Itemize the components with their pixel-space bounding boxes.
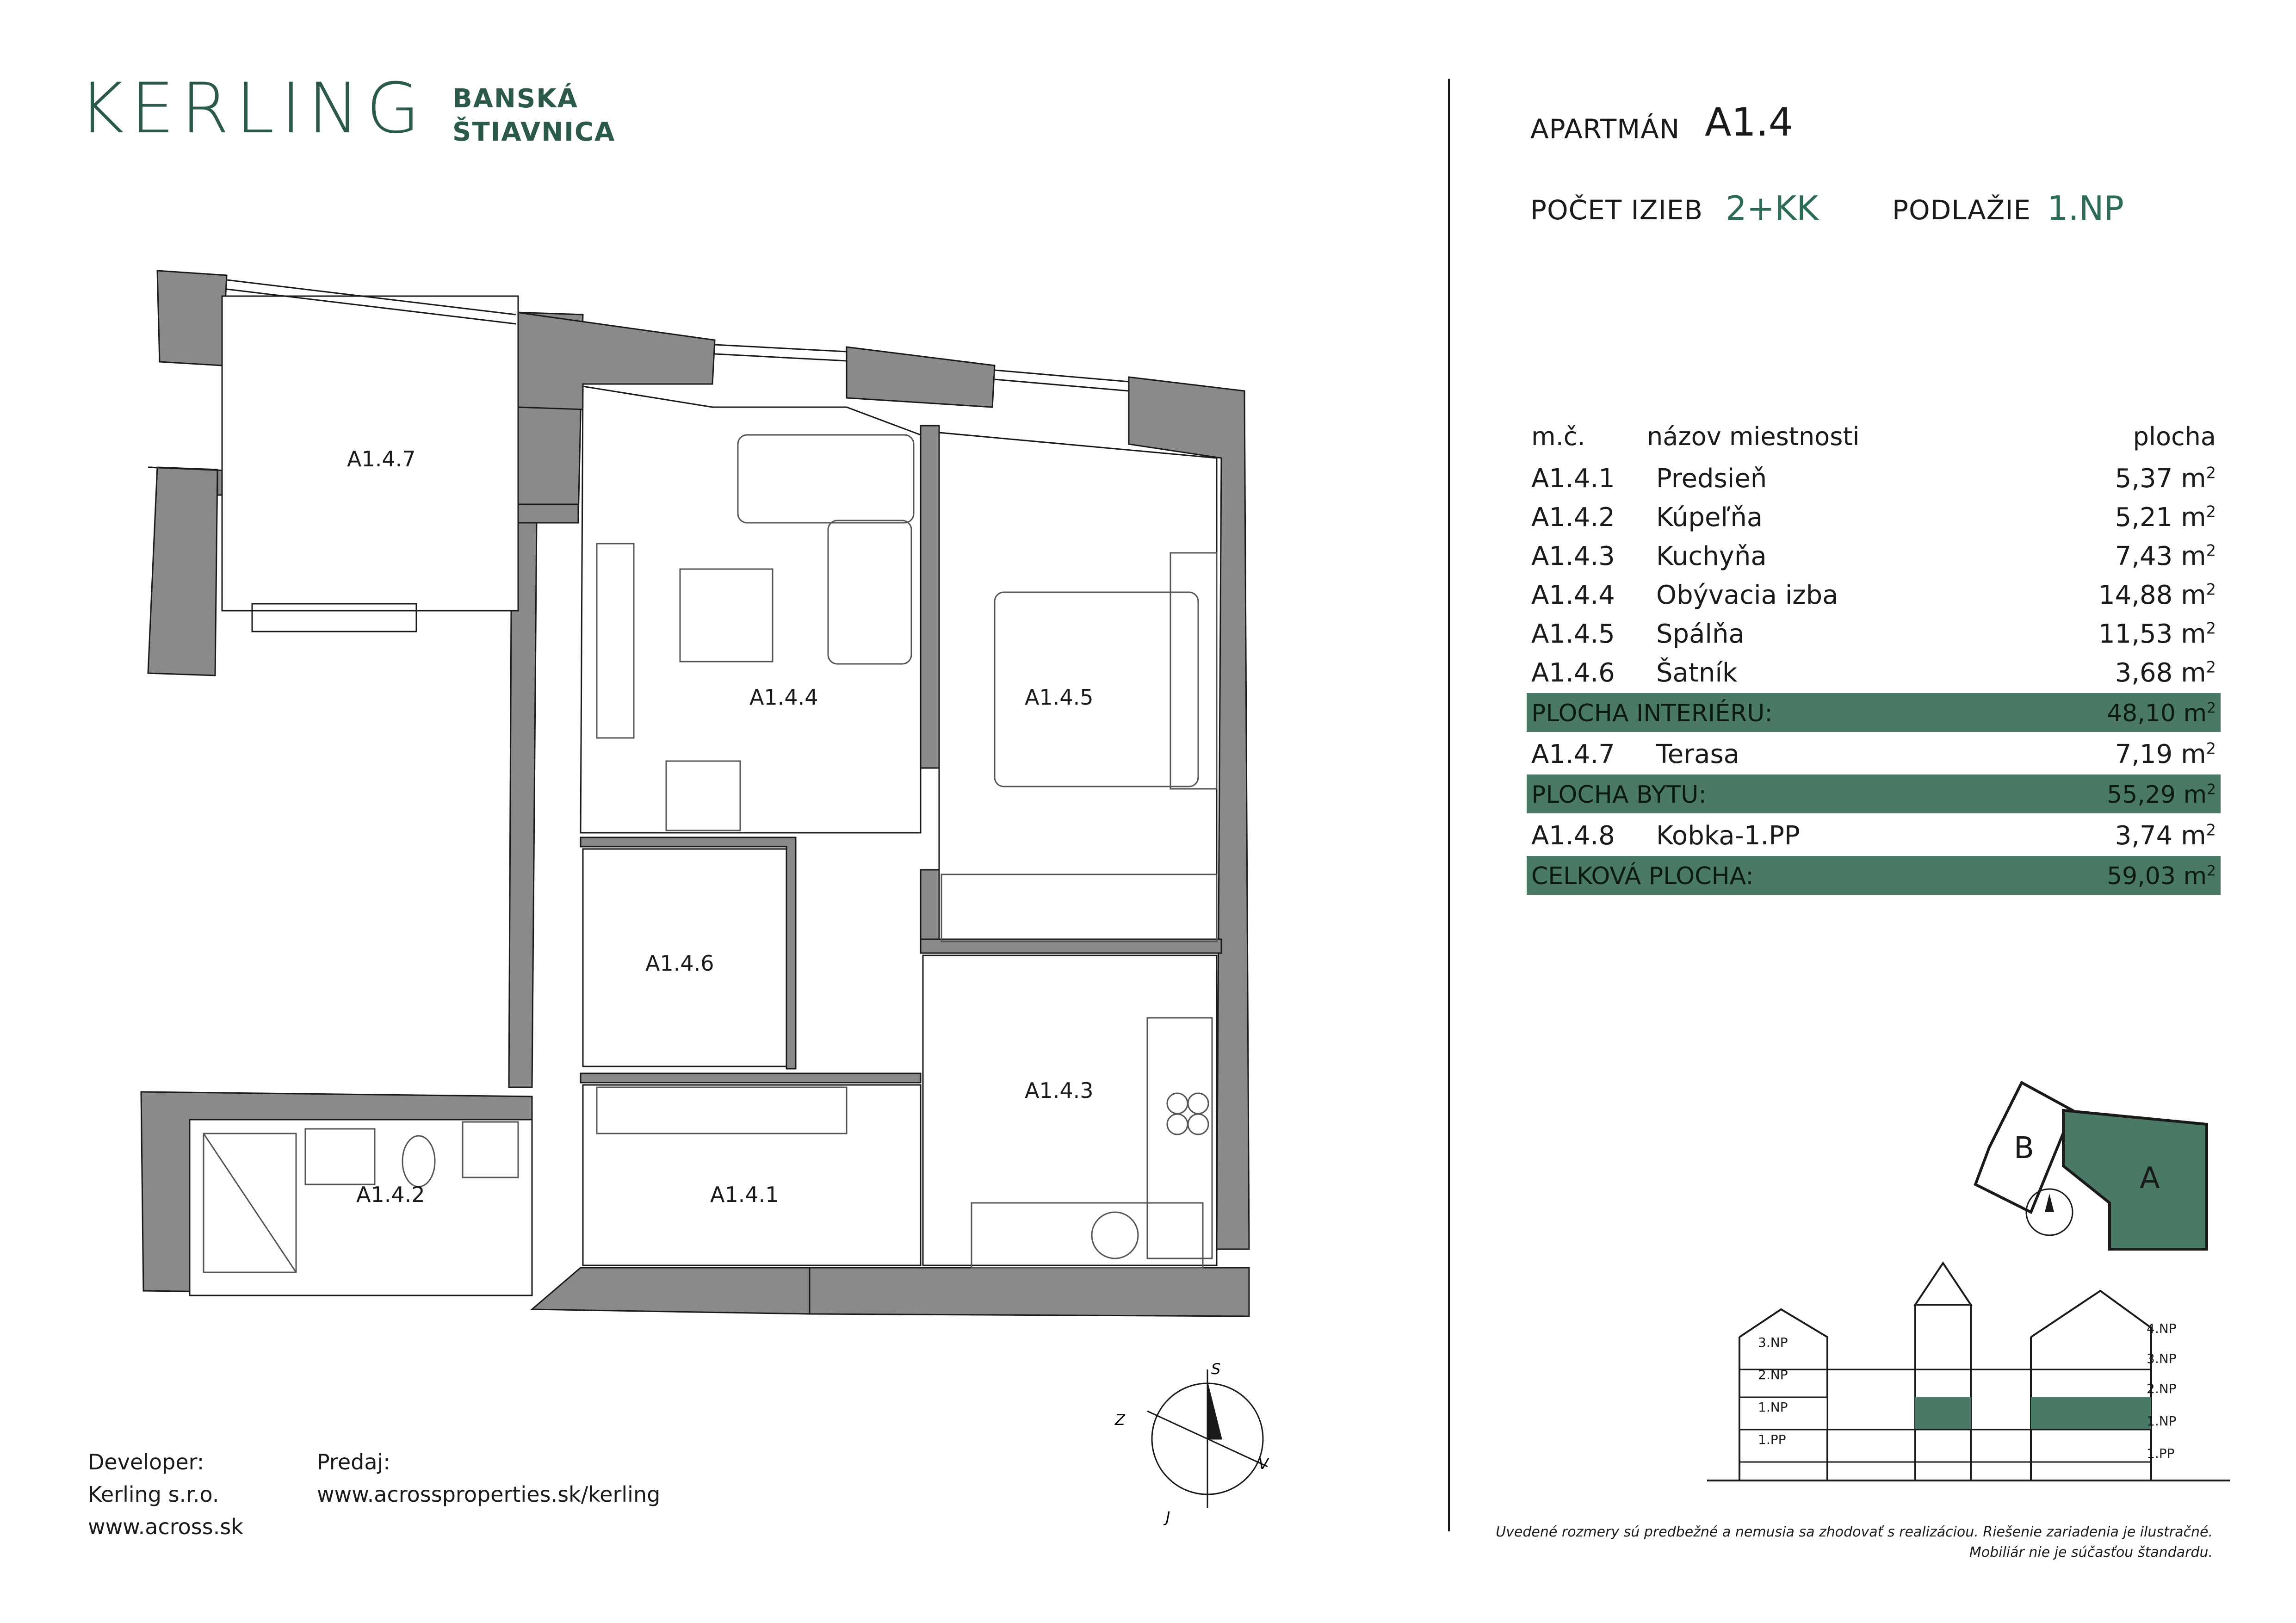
table-row xyxy=(1527,613,2221,652)
table-header xyxy=(1527,416,2221,458)
brand-city-line1: BANSKÁ xyxy=(452,84,578,114)
page-divider xyxy=(1448,79,1450,1531)
sum-value-text: 48,10 m xyxy=(2107,700,2207,727)
row-area-value: 11,53 m xyxy=(2098,619,2206,649)
row-id: A1.4.6 xyxy=(1531,658,1615,688)
row-name: Terasa xyxy=(1656,739,1739,769)
rooms-label: POČET IZIEB xyxy=(1530,194,1703,226)
row-id: A1.4.4 xyxy=(1531,580,1615,610)
row-name: Obývacia izba xyxy=(1656,580,1838,610)
unit-sup: 2 xyxy=(2207,862,2216,880)
row-name: Kuchyňa xyxy=(1656,541,1767,571)
sum-label: PLOCHA BYTU: xyxy=(1531,781,1707,809)
rooms-value: 2+KK xyxy=(1726,189,1819,228)
row-id: A1.4.3 xyxy=(1531,541,1615,571)
key-plan xyxy=(1957,1073,2225,1268)
sum-label: PLOCHA INTERIÉRU: xyxy=(1531,700,1773,727)
row-area-value: 3,68 m xyxy=(2115,658,2206,688)
unit-sup: 2 xyxy=(2207,700,2216,717)
table-row xyxy=(1527,815,2221,854)
section-left-3np: 3.NP xyxy=(1758,1335,1788,1350)
row-area xyxy=(2115,739,2216,769)
row-area xyxy=(2115,821,2216,851)
table-row xyxy=(1527,652,2221,691)
col-header-id: m.č. xyxy=(1531,422,1585,451)
sum-interior-row xyxy=(1527,693,2221,732)
row-id: A1.4.8 xyxy=(1531,821,1615,851)
section-left-2np: 2.NP xyxy=(1758,1367,1788,1382)
apartment-value: A1.4 xyxy=(1705,99,1794,145)
row-area-value: 7,19 m xyxy=(2115,739,2206,769)
row-area xyxy=(2115,464,2216,494)
section-left-1np: 1.NP xyxy=(1758,1400,1788,1415)
room-label-hall: A1.4.1 xyxy=(710,1182,779,1207)
unit-sup: 2 xyxy=(2206,739,2216,758)
table-row xyxy=(1527,458,2221,497)
keyplan-block-b: B xyxy=(2014,1131,2034,1165)
unit-sup: 2 xyxy=(2206,658,2216,676)
section-right-1pp: 1.PP xyxy=(2147,1446,2175,1461)
sales-link[interactable]: www.acrossproperties.sk/kerling xyxy=(317,1482,661,1507)
row-id: A1.4.1 xyxy=(1531,464,1615,494)
disclaimer-line2: Mobiliár nie je súčasťou štandardu. xyxy=(1969,1544,2213,1561)
row-area-value: 5,37 m xyxy=(2115,464,2206,494)
section-right-1np: 1.NP xyxy=(2147,1413,2177,1429)
sales-label: Predaj: xyxy=(317,1450,390,1474)
table-row xyxy=(1527,734,2221,773)
compass-w: Z xyxy=(1115,1411,1125,1429)
row-area-value: 5,21 m xyxy=(2115,502,2206,533)
row-area xyxy=(2115,658,2216,688)
room-label-wardrobe: A1.4.6 xyxy=(645,951,714,976)
col-header-area: plocha xyxy=(2133,422,2216,451)
section-right-3np: 3.NP xyxy=(2147,1351,2177,1366)
row-name: Kobka-1.PP xyxy=(1656,821,1800,851)
row-name: Predsieň xyxy=(1656,464,1767,494)
table-row xyxy=(1527,536,2221,575)
room-label-terasa: A1.4.7 xyxy=(347,446,416,471)
unit-sup: 2 xyxy=(2206,502,2216,521)
unit-sup: 2 xyxy=(2207,781,2216,798)
room-label-bathroom: A1.4.2 xyxy=(356,1182,425,1207)
developer-block xyxy=(88,1446,243,1543)
compass-e: V xyxy=(1258,1455,1269,1473)
row-area xyxy=(2115,541,2216,571)
section-left-1pp: 1.PP xyxy=(1758,1432,1786,1447)
row-name: Šatník xyxy=(1656,658,1738,688)
rooms xyxy=(190,296,1217,1295)
sum-value xyxy=(2107,862,2216,890)
row-id: A1.4.7 xyxy=(1531,739,1615,769)
row-area-value: 7,43 m xyxy=(2115,541,2206,571)
disclaimer-note xyxy=(1426,1522,2213,1563)
developer-label: Developer: xyxy=(88,1450,204,1474)
table-row xyxy=(1527,497,2221,536)
disclaimer-line1: Uvedené rozmery sú predbežné a nemusia sa zhodovať s realizáciou. Riešenie zariadenia je ilustračné. xyxy=(1496,1524,2213,1540)
sum-value-text: 55,29 m xyxy=(2107,781,2207,809)
row-area xyxy=(2098,619,2216,649)
sum-value-text: 59,03 m xyxy=(2107,862,2207,890)
apartment-label: APARTMÁN xyxy=(1530,113,1680,145)
unit-sup: 2 xyxy=(2206,541,2216,560)
developer-link[interactable]: www.across.sk xyxy=(88,1514,243,1539)
room-label-bedroom: A1.4.5 xyxy=(1025,685,1094,710)
row-name: Kúpeľňa xyxy=(1656,502,1763,533)
unit-sup: 2 xyxy=(2206,619,2216,638)
unit-sup: 2 xyxy=(2206,464,2216,482)
row-area xyxy=(2115,502,2216,533)
floor-value: 1.NP xyxy=(2047,189,2124,228)
room-label-living: A1.4.4 xyxy=(749,685,818,710)
sum-value xyxy=(2107,781,2216,809)
unit-sup: 2 xyxy=(2206,580,2216,599)
col-header-name: názov miestnosti xyxy=(1647,422,1860,451)
row-area xyxy=(2098,580,2216,610)
row-area-value: 3,74 m xyxy=(2115,821,2206,851)
row-name: Spálňa xyxy=(1656,619,1745,649)
row-id: A1.4.2 xyxy=(1531,502,1615,533)
area-table xyxy=(1527,416,2221,897)
brand-city-line2: ŠTIAVNICA xyxy=(452,117,616,147)
sum-total-row xyxy=(1527,856,2221,895)
sum-value xyxy=(2107,700,2216,727)
brand-logo: KERLING xyxy=(79,68,427,149)
sum-flat-row xyxy=(1527,774,2221,813)
row-area-value: 14,88 m xyxy=(2098,580,2206,610)
section-right-4np: 4.NP xyxy=(2147,1321,2177,1336)
room-label-kitchen: A1.4.3 xyxy=(1025,1078,1094,1103)
compass-n: S xyxy=(1211,1360,1221,1378)
section-right-2np: 2.NP xyxy=(2147,1381,2177,1396)
unit-sup: 2 xyxy=(2206,821,2216,839)
table-row xyxy=(1527,575,2221,613)
floor-label: PODLAŽIE xyxy=(1892,194,2031,226)
row-id: A1.4.5 xyxy=(1531,619,1615,649)
developer-name: Kerling s.r.o. xyxy=(88,1482,219,1507)
keyplan-block-a: A xyxy=(2140,1161,2160,1196)
sum-label: CELKOVÁ PLOCHA: xyxy=(1531,862,1754,890)
sales-block xyxy=(317,1446,660,1511)
compass-s: J xyxy=(1166,1508,1170,1526)
compass xyxy=(1147,1369,1268,1508)
